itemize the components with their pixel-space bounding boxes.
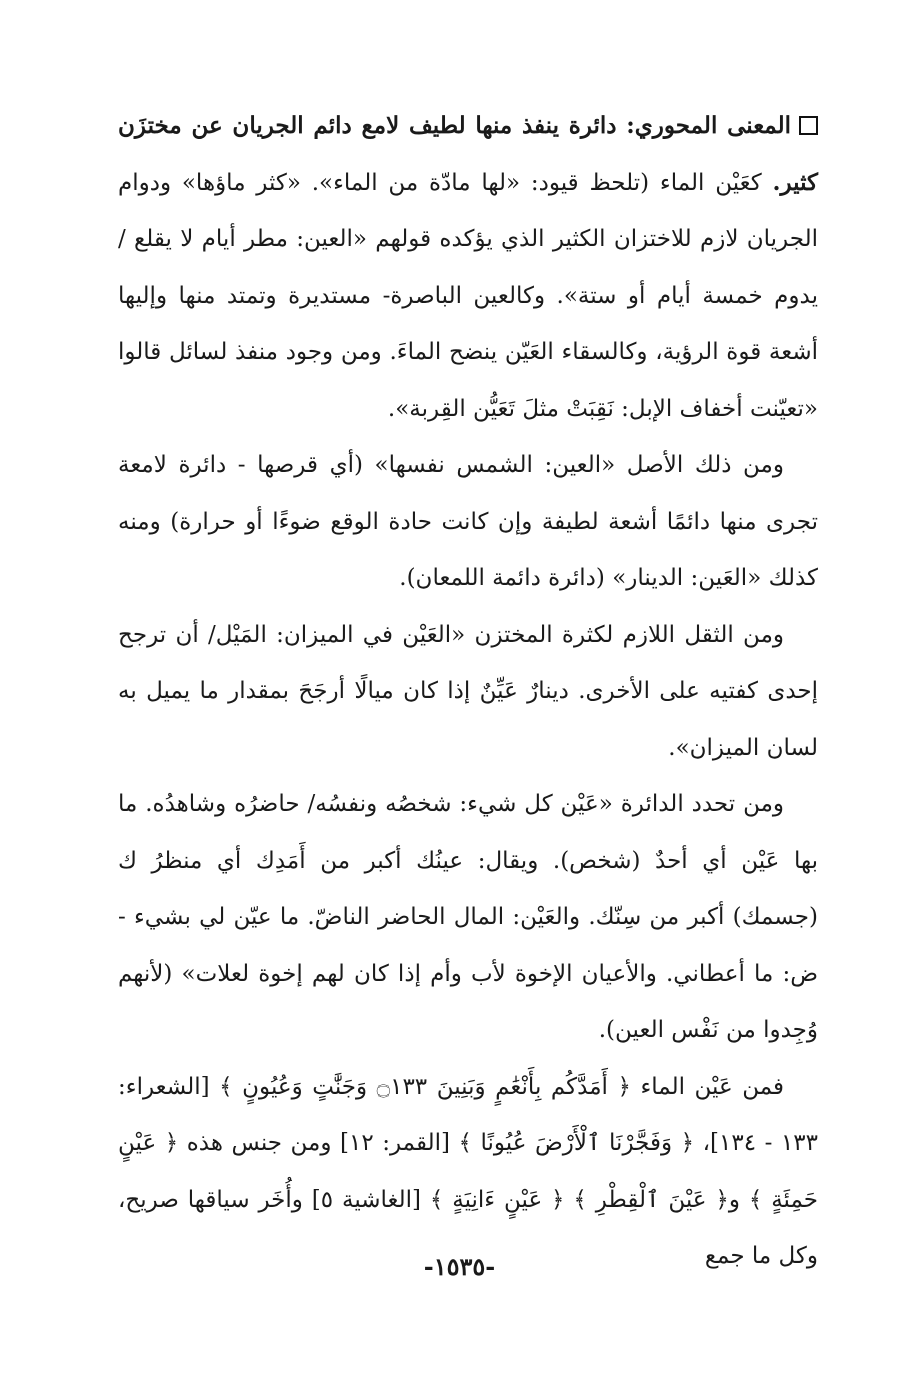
paragraph-2: ومن ذلك الأصل «العين: الشمس نفسها» (أي قرصها - دائرة لامعة تجرى منها دائمًا أشعة لطيفة وإن كانت حادة الوقع ضوءًا أو حرارة) ومنه كذلك «العَين: الدينار» (دائرة دائمة اللمعان). [118,452,818,591]
square-bullet-icon [799,116,818,135]
paragraph-3: ومن الثقل اللازم لكثرة المختزن «العَيْن في الميزان: المَيْل/ أن ترجح إحدى كفتيه على الأخرى. دينارٌ عَيِّنٌ إذا كان ميالًا أرجَحَ بمقدار ما يميل به لسان الميزان». [118,621,818,761]
paragraph-1 [118,98,818,437]
paragraph-lead: المعنى المحوري: دائرة ينفذ منها لطيف لامع دائم الجريان عن مختزَن كثير. [118,112,818,196]
paragraph-text: كعَيْن الماء (تلحظ قيود: «لها مادّة من الماء». «كثر ماؤها» ودوام الجريان لازم للاختزان الكثير الذي يؤكده قولهم «العين: مطر أيام لا يقلع / يدوم خمسة أيام أو ستة». وكالعين الباصرة- مستديرة وتمتد منها وإليها أشعة قوة الرؤية، وكالسقاء العَيّن ينضح الماءَ. ومن وجود منفذ لسائل قالوا «تعيّنت أخفاف الإبل: نَقِبَتْ مثلَ تَعَيُّن القِربة». [118,169,818,422]
paragraph-4: ومن تحدد الدائرة «عَيْن كل شيء: شخصُه ونفسُه/ حاضرُه وشاهدُه. ما بها عَيْن أي أحدٌ (شخص). ويقال: عينُك أكبر من أَمَدِك أي منظرُ ك (جسمك) أكبر من سِنّك. والعَيْن: المال الحاضر الناضّ. ما عيّن لي بشيء - ض: ما أعطاني. والأعيان الإخوة لأب وأم إذا كان لهم إخوة لعلات» (لأنهم وُجِدوا من نَفْس العين). [118,791,818,1043]
page-number: -١٥٣٥- [423,1252,496,1281]
paragraph-5: فمن عَيْن الماء ﴿ أَمَدَّكُم بِأَنْعَٰمٍ وَبَنِينَ ۝١٣٣ وَجَنَّٰتٍ وَعُيُونٍ ﴾ [الشعراء: ١٣٣ - ١٣٤]، ﴿ وَفَجَّرْنَا ٱلْأَرْضَ عُيُونًا ﴾ [القمر: ١٢] ومن جنس هذه ﴿ عَيْنٍ حَمِئَةٍ ﴾ و﴿ عَيْنَ ٱلْقِطْرِ ﴾ ﴿ عَيْنٍ ءَانِيَةٍ ﴾ [الغاشية ٥] وأُخَر سياقها صريح، وكل ما جمع [118,1073,818,1269]
page-body [118,98,818,1285]
